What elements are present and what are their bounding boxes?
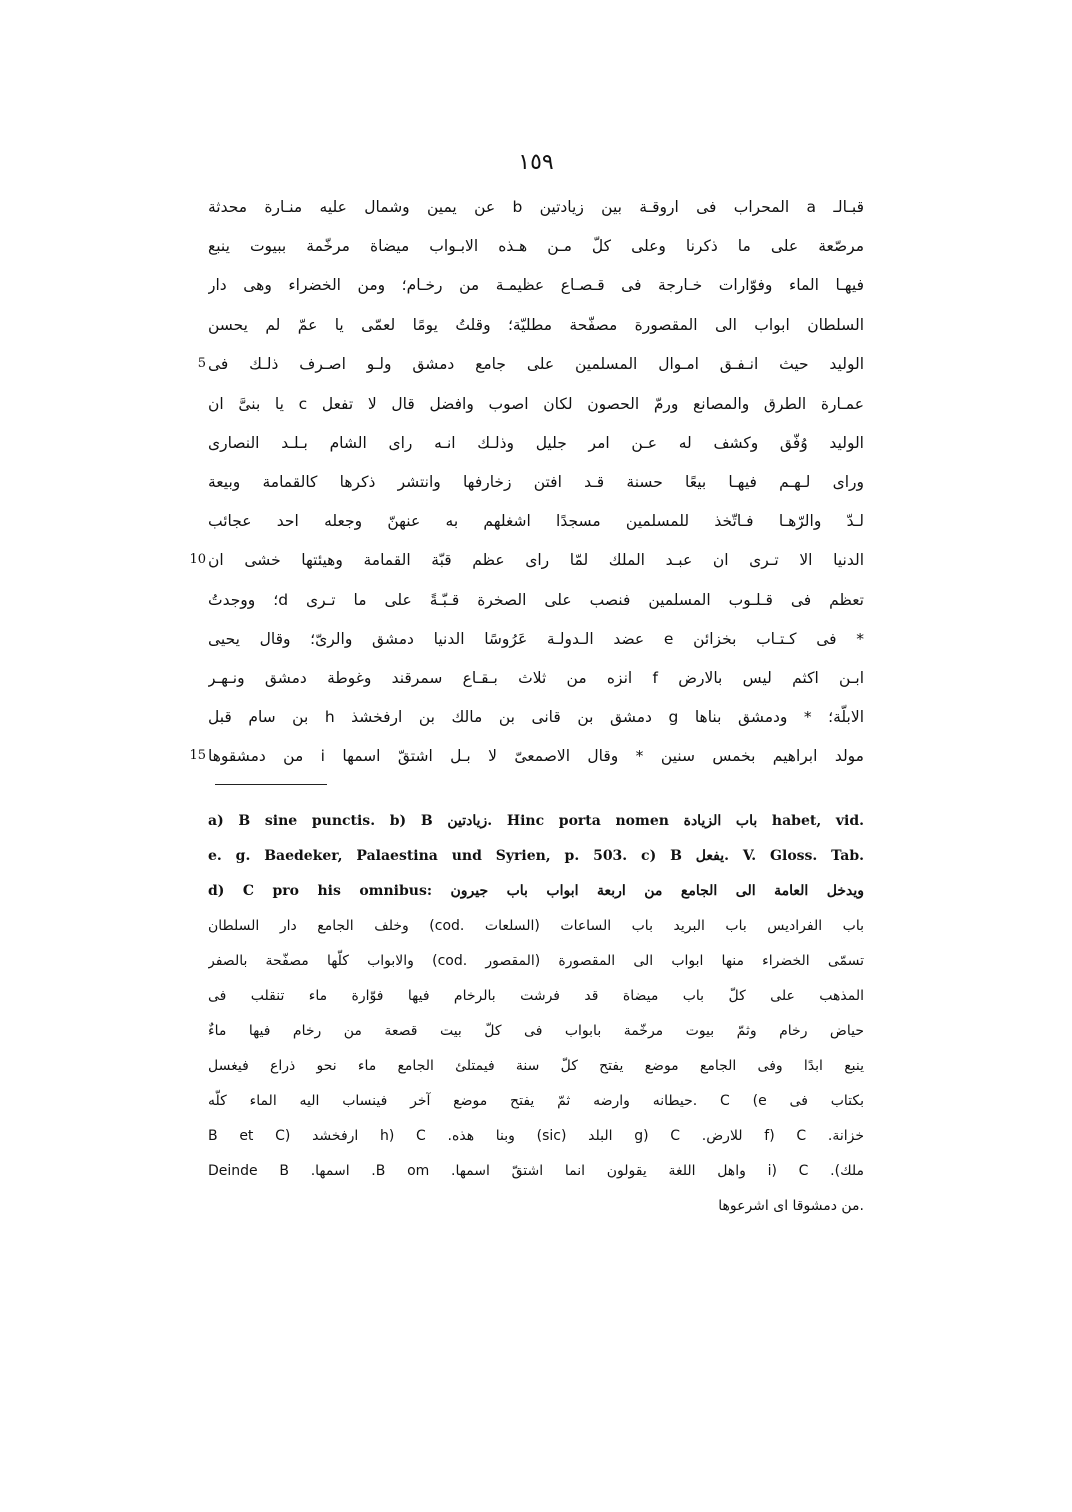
main-text-line: تعظم فى قـلـوب المسلمين فنصب على الصخرة قـبّـةً على ما تـرى d؛ ووجدتُ [208, 591, 864, 609]
main-text-line: مولد ابراهيم بخمس سنين * وقال الاصمعىّ لا بـل اشتقّ اسمها i من دمشقوها [208, 747, 864, 765]
main-text-line: الوليد حيث انـفـق امـوال المسلمين على جامع دمشق ولـو اصـرف ذلـك فى [208, 355, 864, 373]
footnote-line: باب الفراديس باب البريد باب الساعات (السلعات .cod) وخلف الجامع دار السلطان [208, 918, 864, 934]
main-text-line: فيهـا الماء وفوّارات خـارجة فى قـصـاع عظيمـة من رخـام؛ ومن الخضراء وهى دار [208, 276, 864, 294]
main-text-block [189, 190, 864, 780]
main-text-line: مرصّعة على ما ذكرنا وعلى كلّ مـن هـذه الابـواب ميضاة مرخّمة ببيوت ينبع [208, 237, 864, 255]
main-text-line: وراى لـهـم فيهـا بيعًا حسنة قـد افتن زخارفها وانتشر ذكرها كالقمامة وبيعة [208, 473, 864, 491]
main-text-line: عمـارة الطرق والمصانع ورمّ الحصون لكان اصوب وافضل قال لا تفعل c يا بنىَّ ان [208, 395, 864, 413]
footnote-line: خزانة. f) C للارض. g) C البلد (sic) وبنا هذه. h) C ارفخشد (B et C [208, 1128, 864, 1144]
main-text-line: الوليد وُفّق وكشف له عـن امر جليل وذلـك انـه راى الشام بـلـد النصارى [208, 434, 864, 452]
footnote-line: d) C pro his omnibus: ويدخل العامة الى الجامع من اربعة ابواب باب جيرون [208, 883, 864, 899]
main-text-line: الدنيا الا تـرى ان عبـد الملك لمّا راى عظم قبّة القمامة وهيئتها خشى ان [208, 551, 864, 569]
main-text-line: قبـالـ a المحراب فى اروقـة بين زيادتين b عن يمين وشمال عليه منـارة محدثة [208, 198, 864, 216]
line-number: 5 [197, 356, 206, 371]
main-text-line: ابـن اكثم ليس بالارض f انزه من ثلاث بـقـاع سمرقند وغوطة دمشق ونـهـر [208, 669, 864, 687]
footnote-line: .من دمشوقا اى اشرعوها [718, 1198, 864, 1214]
footnote-line: تسمّى الخضراء منها ابواب الى المقصورة (المقصور .cod) والابواب كلّها مصفّحة بالصفر [208, 953, 864, 969]
main-text-line: السلطان ابواب الى المقصورة مصفّحة مطليّة؛ وقلتُ يومًا لعمّى يا عمّ لم يحسن [208, 316, 864, 334]
footnote-line: ينبع ابدًا وفى الجامع موضع يفتح كلّ سنة فيمتلئ الجامع ماء نحو ذراع فيغسل [208, 1058, 864, 1074]
line-number: 15 [189, 748, 206, 763]
main-text-line: لـدّ والرّهـا فـاتّخذ للمسلمين مسجدًا اشغلهم به عنهنّ وجعله احد عجائب [208, 512, 864, 530]
page-number: ١٥٩ [518, 150, 554, 175]
footnote-line: a) B sine punctis. b) B زيادتين. Hinc porta nomen باب الزيادة habet, vid. [208, 813, 864, 829]
footnote-divider [215, 784, 327, 785]
footnote-line: حياض رخام وثمّ بيوت مرخّمة بابواب فى كلّ بيت قصعة من رخام فيها ماءٌ [208, 1023, 864, 1039]
line-number: 10 [189, 552, 206, 567]
footnote-line: ملك). i) C واهل اللغة يقولون انما اشتقّ اسمها. B om. اسمها. Deinde B [208, 1163, 864, 1179]
footnote-line: e. g. Baedeker, Palaestina und Syrien, p. 503. c) B يفعل. V. Gloss. Tab. [208, 848, 864, 864]
footnote-line: المذهب على كلّ باب ميضاة قد فرشت بالرخام فيها فوّارة ماء تنقلب فى [208, 988, 864, 1004]
footnote-line: بكتاب فى C (e .حيطانه وارضه ثمّ يفتح موضع آخر فينساب اليه الماء كلّه [208, 1093, 864, 1109]
main-text-line: * فى كـتـاب بخزائن e عضد الـدولـة عَرُوسًا الدنيا دمشق والرىّ؛ وقال يحيى [208, 630, 864, 648]
main-text-line: الابلّة؛ * ودمشق بناها g دمشق بن قانى بن مالك بن ارفخشذ h بن سام قبل [208, 708, 864, 726]
